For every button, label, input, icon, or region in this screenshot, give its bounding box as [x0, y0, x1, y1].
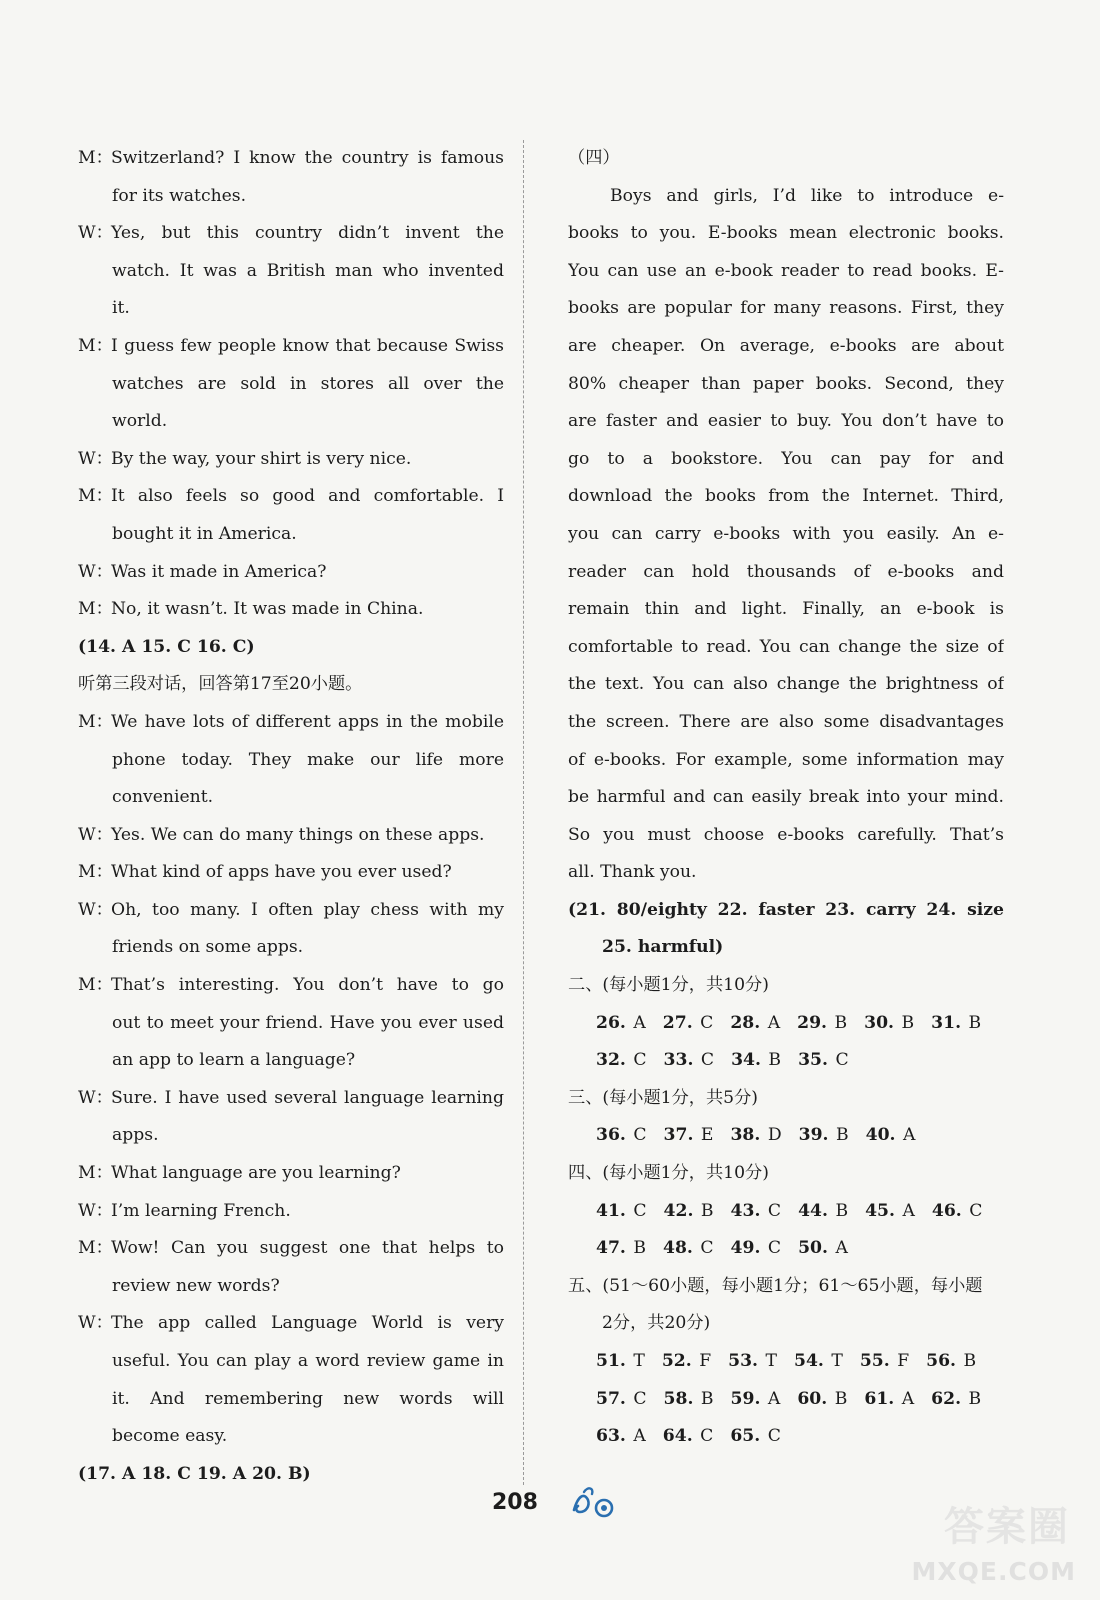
answer-value: A: [895, 1125, 916, 1146]
dialogue-text: Yes. We can do many things on these apps.: [111, 824, 485, 845]
dialogue-continuation: it.: [112, 298, 130, 319]
answer-value: B: [956, 1351, 977, 1371]
answer-item: [865, 1193, 915, 1231]
answer-item: [728, 1343, 777, 1381]
dialogue-line: [78, 1080, 504, 1118]
answer-item: [731, 1230, 782, 1268]
section-head: 四、(每小题1分，共10分): [568, 1163, 769, 1184]
answer-item: [662, 1343, 711, 1381]
passage-line: be harmful and can easily break into your mind.: [568, 787, 1004, 808]
dialogue-line: [78, 478, 504, 516]
answer-value: A: [760, 1388, 781, 1409]
answer-value: B: [827, 1200, 849, 1221]
answer-value: B: [693, 1388, 714, 1409]
answer-value: B: [625, 1238, 647, 1259]
column-divider: [523, 140, 524, 1485]
dialogue-text: The app called Language World is very: [111, 1313, 504, 1334]
answer-value: C: [625, 1388, 647, 1409]
dialogue-text: I guess few people know that because Swiss: [111, 335, 504, 356]
answer-number: 27.: [662, 1012, 693, 1033]
answer-value: T: [625, 1351, 645, 1371]
passage-line: books are popular for many reasons. First, they: [568, 298, 1004, 319]
speaker-label: M：: [78, 148, 113, 168]
answer-number: 53.: [728, 1351, 759, 1371]
answer-number: 38.: [730, 1125, 761, 1146]
answer-value: C: [961, 1200, 983, 1221]
answer-value: C: [692, 1012, 714, 1033]
passage-line: all. Thank you.: [568, 862, 697, 883]
answer-number: 49.: [730, 1238, 761, 1259]
answer-value: B: [961, 1388, 982, 1409]
answer-value: B: [894, 1012, 915, 1033]
answer-number: 37.: [663, 1125, 694, 1146]
dialogue-line: [78, 328, 504, 366]
answer-value: C: [760, 1200, 782, 1221]
answer-value: T: [823, 1351, 843, 1371]
answer-number: 64.: [662, 1426, 693, 1447]
answer-value: F: [889, 1351, 910, 1371]
dialogue-continuation: convenient.: [112, 787, 214, 808]
answer-number: 43.: [730, 1200, 761, 1221]
speaker-label: M：: [78, 1238, 113, 1259]
dialogue-text: That’s interesting. You don’t have to go: [111, 975, 504, 996]
dialogue-text: I’m learning French.: [111, 1200, 291, 1221]
answer-row: [568, 1381, 1004, 1419]
answer-value: A: [895, 1200, 915, 1221]
answer-value: B: [828, 1125, 849, 1146]
answer-number: 47.: [596, 1238, 626, 1259]
dialogue-text: We have lots of different apps in the mobile: [111, 711, 504, 732]
answer-number: 54.: [793, 1351, 824, 1371]
answer-item: [596, 1005, 646, 1043]
speaker-label: M：: [78, 711, 113, 732]
watermark-url: MXQE.COM: [911, 1557, 1076, 1586]
answer-number: 46.: [931, 1200, 962, 1221]
answer-row: [568, 1418, 1004, 1456]
speaker-label: W：: [78, 1087, 113, 1108]
answer-item: [596, 1418, 646, 1456]
answer-value: B: [693, 1200, 714, 1221]
dialogue-continuation: phone today. They make our life more: [112, 749, 504, 770]
passage-line: You can use an e-book reader to read books. E-: [568, 260, 1004, 281]
dialogue-continuation: an app to learn a language?: [112, 1050, 356, 1071]
answer-value: B: [760, 1050, 782, 1071]
answer-number: 35.: [798, 1050, 828, 1071]
dialogue-text: Switzerland? I know the country is famous: [111, 148, 504, 168]
answer-item: [663, 1005, 714, 1043]
answer-item: [799, 1117, 849, 1155]
answer-number: 58.: [663, 1388, 694, 1409]
answer-item: [664, 1117, 714, 1155]
dialogue-continuation: bought it in America.: [112, 523, 297, 544]
answer-item: [931, 1005, 981, 1043]
passage-line: download the books from the Internet. Third,: [568, 486, 1004, 507]
dialogue-text: Wow! Can you suggest one that helps to: [111, 1238, 504, 1259]
answer-number: 56.: [926, 1351, 957, 1371]
passage-line: go to a bookstore. You can pay for and: [568, 448, 1004, 469]
answer-item: [663, 1418, 714, 1456]
dialogue-line: [78, 704, 504, 742]
passage-line: are faster and easier to buy. You don’t have to: [568, 411, 1004, 432]
answer-item: [931, 1381, 981, 1419]
answer-number: 28.: [730, 1012, 761, 1033]
section-heading: （四）: [568, 148, 620, 168]
speaker-label: M：: [78, 1163, 113, 1184]
speaker-label: W：: [78, 448, 113, 469]
passage-line: the screen. There are also some disadvantages: [568, 711, 1004, 732]
answer-number: 40.: [865, 1125, 896, 1146]
answer-value: B: [827, 1012, 848, 1033]
answer-number: 48.: [663, 1238, 693, 1259]
answer-value: F: [691, 1351, 712, 1371]
dialogue-text: What kind of apps have you ever used?: [111, 862, 452, 883]
decorative-swirl-icon: [570, 1486, 620, 1522]
section-head: 五、(51～60小题，每小题1分；61～65小题，每小题: [568, 1275, 983, 1296]
passage-line: remain thin and light. Finally, an e-book is: [568, 599, 1004, 620]
answer-value: A: [827, 1238, 848, 1259]
answer-item: [794, 1343, 843, 1381]
dialogue-line: [78, 1155, 504, 1193]
answer-number: 51.: [596, 1351, 626, 1371]
answer-value: C: [625, 1200, 647, 1221]
answer-item: [932, 1193, 983, 1231]
speaker-label: M：: [78, 486, 113, 507]
answer-number: 29.: [797, 1012, 828, 1033]
answer-row: [568, 1230, 1004, 1268]
dialogue-continuation: world.: [112, 411, 168, 432]
answer-line: (21. 80/eighty 22. faster 23. carry 24. size: [568, 899, 1004, 920]
speaker-label: W：: [78, 1313, 113, 1334]
answer-item: [730, 1005, 780, 1043]
answer-value: A: [625, 1426, 646, 1447]
dialogue-line: [78, 140, 504, 178]
dialogue-continuation: useful. You can play a word review game in: [112, 1351, 504, 1371]
answer-item: [798, 1230, 848, 1268]
answer-number: 41.: [596, 1200, 626, 1221]
answer-line: 25. harmful): [602, 937, 724, 958]
answer-number: 36.: [596, 1125, 626, 1146]
answer-item: [596, 1230, 646, 1268]
answer-item: [664, 1381, 714, 1419]
answer-item: [663, 1230, 714, 1268]
watermark: [890, 1504, 1090, 1594]
answer-item: [798, 1193, 848, 1231]
answer-item: [864, 1005, 914, 1043]
answer-number: 44.: [798, 1200, 828, 1221]
answer-line: (17. A 18. C 19. A 20. B): [78, 1463, 311, 1484]
dialogue-line: [78, 591, 504, 629]
speaker-label: W：: [78, 561, 113, 582]
dialogue-text: What language are you learning?: [111, 1163, 401, 1184]
dialogue-line: [78, 892, 504, 930]
answer-value: C: [760, 1426, 781, 1447]
answer-value: E: [693, 1125, 714, 1146]
speaker-label: M：: [78, 335, 113, 356]
passage-line: comfortable to read. You can change the size of: [568, 636, 1004, 657]
answer-number: 26.: [596, 1012, 626, 1033]
answer-row: [568, 1343, 1004, 1381]
passage-line: So you must choose e-books carefully. That’s: [568, 824, 1004, 845]
passage-line: 80% cheaper than paper books. Second, they: [568, 373, 1004, 394]
dialogue-line: [78, 1230, 504, 1268]
dialogue-line: [78, 1193, 504, 1231]
answer-item: [926, 1343, 976, 1381]
dialogue-line: [78, 441, 504, 479]
dialogue-line: [78, 554, 504, 592]
answer-number: 32.: [596, 1050, 626, 1071]
passage-line: books to you. E-books mean electronic books.: [568, 223, 1004, 244]
dialogue-line: [78, 967, 504, 1005]
speaker-label: W：: [78, 1200, 113, 1221]
answer-value: A: [760, 1012, 781, 1033]
section-instruction: 听第三段对话，回答第17至20小题。: [78, 674, 363, 695]
dialogue-continuation: watches are sold in stores all over the: [112, 373, 504, 394]
answer-item: [664, 1193, 714, 1231]
answer-number: 62.: [931, 1388, 962, 1409]
dialogue-line: [78, 1305, 504, 1343]
answer-value: C: [760, 1238, 782, 1259]
answer-number: 52.: [661, 1351, 692, 1371]
answer-value: B: [827, 1388, 848, 1409]
answer-number: 50.: [798, 1238, 828, 1259]
answer-item: [664, 1042, 715, 1080]
passage-line: the text. You can also change the brightness of: [568, 674, 1004, 695]
section-head-cont: 2分，共20分): [602, 1313, 711, 1334]
answer-value: C: [692, 1426, 714, 1447]
dialogue-text: Yes, but this country didn’t invent the: [111, 223, 504, 244]
dialogue-continuation: friends on some apps.: [112, 937, 304, 958]
dialogue-text: Oh, too many. I often play chess with my: [111, 899, 504, 920]
dialogue-text: No, it wasn’t. It was made in China.: [111, 599, 424, 620]
answer-item: [864, 1381, 914, 1419]
passage-line: Boys and girls, I’d like to introduce e-: [610, 185, 1004, 206]
answer-item: [860, 1343, 909, 1381]
watermark-cn: 答案圈: [944, 1504, 1070, 1550]
answer-value: B: [961, 1012, 982, 1033]
speaker-label: W：: [78, 223, 113, 244]
answer-value: C: [692, 1238, 714, 1259]
dialogue-continuation: review new words?: [112, 1275, 280, 1296]
answer-item: [797, 1005, 847, 1043]
answer-number: 65.: [730, 1426, 761, 1447]
speaker-label: W：: [78, 824, 113, 845]
answer-row: [568, 1117, 1004, 1155]
answer-value: C: [625, 1125, 647, 1146]
answer-number: 34.: [731, 1050, 761, 1071]
answer-number: 31.: [931, 1012, 962, 1033]
passage-line: are cheaper. On average, e-books are about: [568, 335, 1004, 356]
answer-value: A: [625, 1012, 646, 1033]
speaker-label: W：: [78, 899, 113, 920]
answer-item: [731, 1381, 781, 1419]
answer-item: [596, 1042, 647, 1080]
answer-value: C: [625, 1050, 647, 1071]
answer-item: [798, 1042, 849, 1080]
dialogue-continuation: out to meet your friend. Have you ever used: [112, 1012, 504, 1033]
passage-line: reader can hold thousands of e-books and: [568, 561, 1004, 582]
speaker-label: M：: [78, 599, 113, 620]
answer-value: T: [758, 1351, 777, 1371]
section-head: 二、(每小题1分，共10分): [568, 975, 769, 996]
answer-item: [866, 1117, 916, 1155]
answer-item: [730, 1418, 781, 1456]
answer-number: 30.: [864, 1012, 895, 1033]
right-column: [568, 140, 1004, 1456]
answer-value: D: [760, 1125, 782, 1146]
answer-item: [596, 1117, 647, 1155]
answer-line: (14. A 15. C 16. C): [78, 636, 255, 657]
answer-number: 39.: [798, 1125, 829, 1146]
dialogue-text: Was it made in America?: [111, 561, 327, 582]
dialogue-continuation: become easy.: [112, 1426, 228, 1447]
section-head: 三、(每小题1分，共5分): [568, 1087, 758, 1108]
passage-line: you can carry e-books with you easily. An e-: [568, 523, 1004, 544]
answer-number: 61.: [864, 1388, 895, 1409]
answer-number: 45.: [865, 1200, 895, 1221]
page-number: 208: [492, 1490, 538, 1515]
dialogue-continuation: for its watches.: [112, 185, 247, 206]
answer-row: [568, 1042, 1004, 1080]
answer-number: 55.: [859, 1351, 890, 1371]
dialogue-text: It also feels so good and comfortable. I: [111, 486, 504, 507]
dialogue-continuation: watch. It was a British man who invented: [112, 260, 504, 281]
passage-line: of e-books. For example, some information may: [568, 749, 1004, 770]
answer-value: C: [693, 1050, 715, 1071]
dialogue-line: [78, 215, 504, 253]
answer-item: [730, 1117, 781, 1155]
answer-number: 60.: [797, 1388, 828, 1409]
answer-number: 57.: [596, 1388, 626, 1409]
answer-row: [568, 1193, 1004, 1231]
answer-number: 63.: [596, 1426, 626, 1447]
answer-row: [568, 1005, 1004, 1043]
dialogue-line: [78, 854, 504, 892]
dialogue-continuation: apps.: [112, 1125, 159, 1146]
answer-item: [596, 1193, 647, 1231]
dialogue-text: By the way, your shirt is very nice.: [111, 448, 412, 469]
answer-item: [731, 1193, 782, 1231]
answer-value: C: [827, 1050, 849, 1071]
speaker-label: M：: [78, 862, 113, 883]
answer-value: A: [894, 1388, 915, 1409]
speaker-label: M：: [78, 975, 113, 996]
answer-number: 33.: [663, 1050, 694, 1071]
answer-item: [596, 1381, 647, 1419]
dialogue-line: [78, 817, 504, 855]
dialogue-text: Sure. I have used several language learning: [111, 1087, 504, 1108]
answer-number: 59.: [730, 1388, 761, 1409]
dialogue-continuation: it. And remembering new words will: [112, 1388, 504, 1409]
answer-item: [596, 1343, 645, 1381]
answer-item: [731, 1042, 781, 1080]
answer-item: [797, 1381, 847, 1419]
answer-number: 42.: [663, 1200, 694, 1221]
left-column: [78, 140, 504, 1493]
